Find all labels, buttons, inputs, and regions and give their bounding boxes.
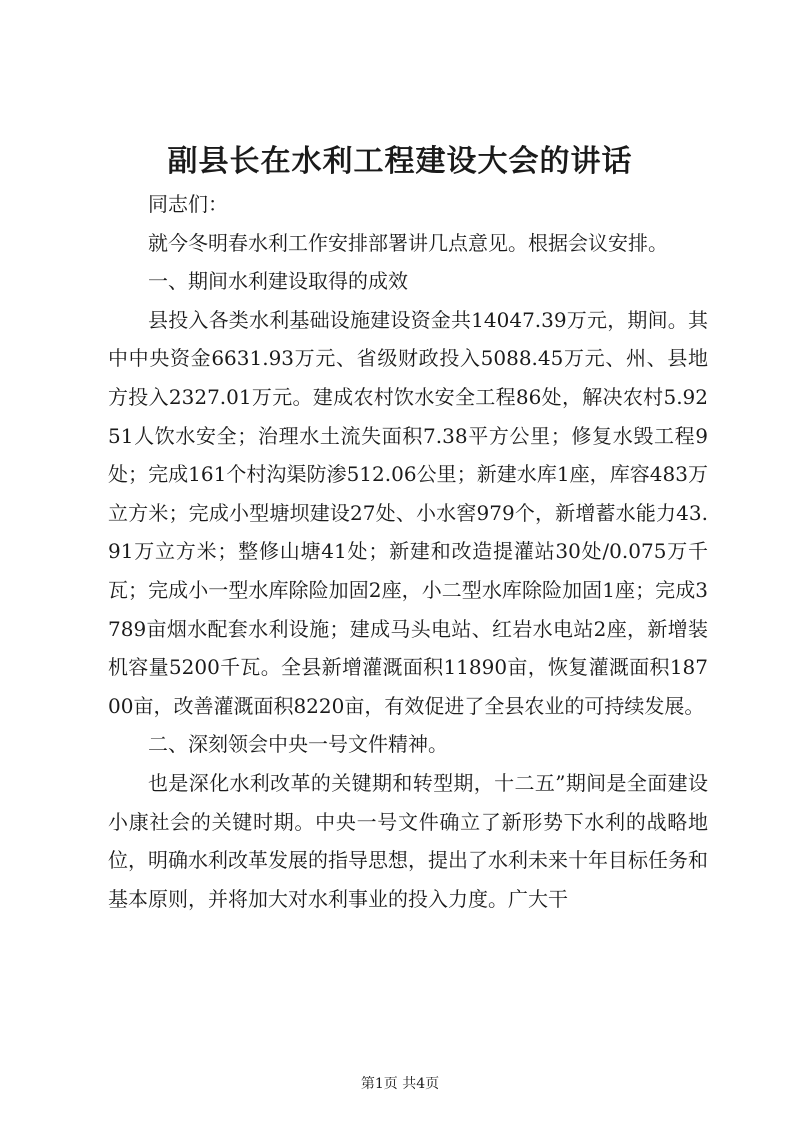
salutation: 同志们：	[148, 192, 228, 216]
section-heading-1: 一、期间水利建设取得的成效	[148, 269, 408, 294]
document-body	[108, 185, 708, 918]
page-title: 副县长在水利工程建设大会的讲话	[167, 144, 633, 179]
section-heading-2: 二、深刻领会中央一号文件精神。	[148, 732, 448, 757]
achievements-paragraph: 县投入各类水利基础设施建设资金共14047.39万元，期间。其中中央资金6631.93万元、省级财政投入5088.45万元、州、县地方投入2327.01万元。建成农村饮水安全工程86处，解决农村5.9251人饮水安全；治理水土流失面积7.38平方公里；修复水毁工程9处；完成161个村沟渠防渗512.06公里；新建水库1座，库容483万立方米；完成小型塘坝建设27处、小水窖979个，新增蓄水能力43.91万立方米；整修山塘41处；新建和改造提灌站30处/0.075万千瓦；完成小一型水库除险加固2座，小二型水库除险加固1座；完成3789亩烟水配套水利设施；建成马头电站、红岩水电站2座，新增装机容量5200千瓦。全县新增灌溉面积11890亩，恢复灌溉面积18700亩，改善灌溉面积8220亩，有效促进了全县农业的可持续发展。	[108, 307, 708, 718]
intro-paragraph: 就今冬明春水利工作安排部署讲几点意见。根据会议安排。	[148, 230, 668, 255]
page-number-footer: 第1页 共4页	[360, 1076, 440, 1092]
policy-paragraph: 也是深化水利改革的关键期和转型期，十二五”期间是全面建设小康社会的关键时期。中央一号文件确立了新形势下水利的战略地位，明确水利改革发展的指导思想，提出了水利未来十年目标任务和基本原则，并将加大对水利事业的投入力度。广大干	[108, 770, 708, 911]
